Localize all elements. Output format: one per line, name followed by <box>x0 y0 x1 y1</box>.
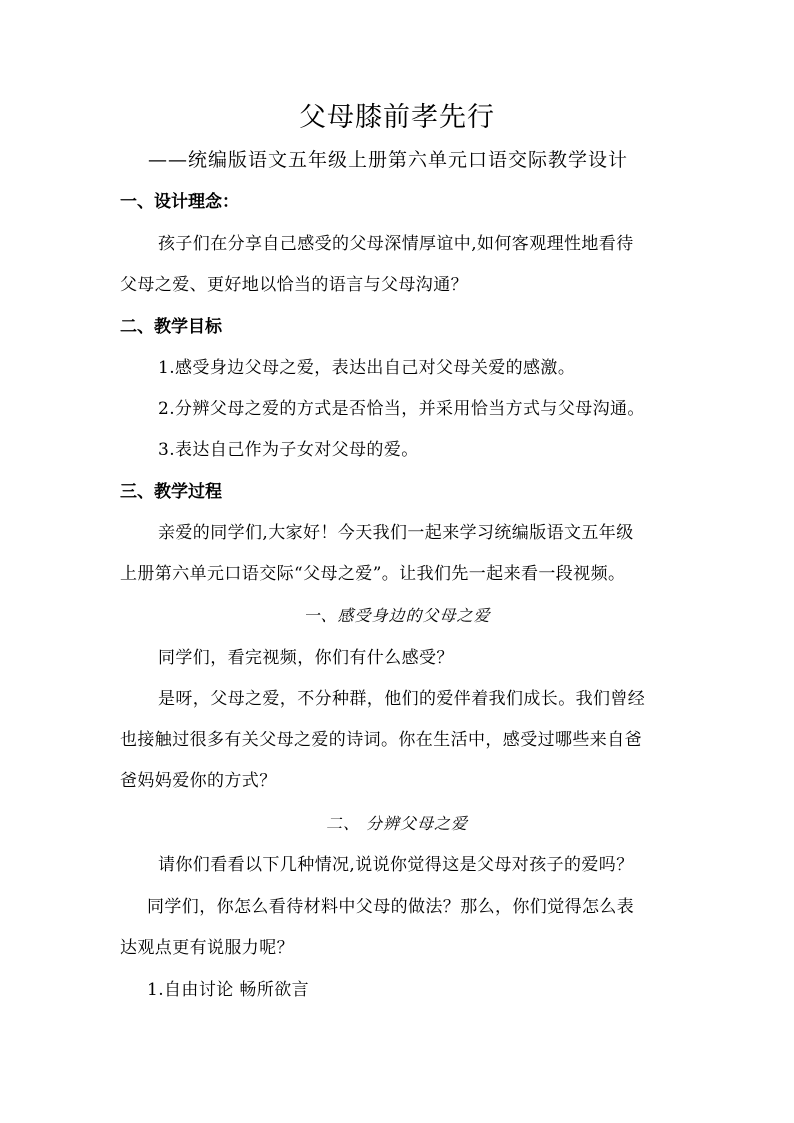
section-heading-teaching-process: 三、教学过程 <box>120 482 222 502</box>
paragraph-line: 上册第六单元口语交际“父母之爱”。让我们先一起来看一段视频。 <box>120 564 626 584</box>
paragraph-line: 也接触过很多有关父母之爱的诗词。你在生活中，感受过哪些来自爸 <box>120 730 642 750</box>
paragraph-line: 同学们，你怎么看待材料中父母的做法？那么，你们觉得怎么表 <box>147 897 635 917</box>
goal-item: 2.分辨父母之爱的方式是否恰当，并采用恰当方式与父母沟通。 <box>158 399 645 419</box>
paragraph-line: 同学们，看完视频，你们有什么感受？ <box>158 648 454 668</box>
goal-item: 1.感受身边父母之爱，表达出自己对父母关爱的感激。 <box>158 358 576 378</box>
section-heading-design-concept: 一、设计理念： <box>120 192 239 212</box>
paragraph-line: 亲爱的同学们,大家好！今天我们一起来学习统编版语文五年级 <box>158 523 634 543</box>
paragraph-line: 爸妈妈爱你的方式？ <box>120 771 277 791</box>
document-subtitle: ——统编版语文五年级上册第六单元口语交际教学设计 <box>148 149 629 171</box>
document-title: 父母膝前孝先行 <box>299 102 495 133</box>
paragraph-line: 父母之爱、更好地以恰当的语言与父母沟通？ <box>120 275 468 295</box>
goal-item: 3.表达自己作为子女对父母的爱。 <box>158 440 419 460</box>
paragraph-line: 达观点更有说服力呢？ <box>120 938 294 958</box>
paragraph-line: 是呀，父母之爱，不分种群，他们的爱伴着我们成长。我们曾经 <box>158 689 646 709</box>
paragraph-line: 请你们看看以下几种情况,说说你觉得这是父母对孩子的爱吗？ <box>158 855 634 875</box>
list-item: 1.自由讨论 畅所欲言 <box>147 980 310 1000</box>
subsection-title-distinguish-parents-love: 二、 分辨父母之爱 <box>325 814 469 833</box>
section-heading-teaching-goals: 二、教学目标 <box>120 317 222 337</box>
paragraph-line: 孩子们在分享自己感受的父母深情厚谊中,如何客观理性地看待 <box>158 234 634 254</box>
subsection-title-feel-parents-love: 一、感受身边的父母之爱 <box>303 606 491 625</box>
